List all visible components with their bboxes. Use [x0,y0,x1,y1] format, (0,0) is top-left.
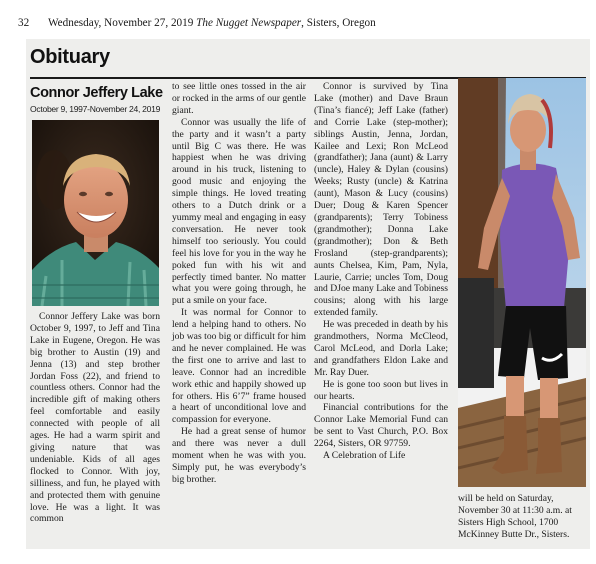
portrait-photo [32,120,159,306]
obituary-paragraph: He had a great sense of humor and there was never a dull moment when he was with you. Simply put, he was everybody’s big brother. [172,426,306,485]
obituary-paragraph: Financial contributions for the Connor Lake Memorial Fund can be sent to Vast Church, P.O. Box 2264, Sisters, OR 97759. [314,402,448,450]
page-number: 32 [18,17,30,29]
text-column-1 [30,311,160,525]
obituary-paragraph: Connor was usually the life of the party and it wasn’t a party until Big C was there. He was happiest when he was driving around in his truck, listening to good music and enjoying the simple things. He loved treating others to a Dutch drink or a yummy meal and engaging in easy conversation. He never took himself too seriously. You could feel his love for you in the way he poked fun with his wit and perfectly timed banter. No matter what you were going through, he put a smile on your face. [172,116,306,307]
obituary-name: Connor Jeffery Lake [30,85,163,101]
text-column-3 [314,81,448,462]
obituary-paragraph: Connor Jeffery Lake was born October 9, 1997, to Jeff and Tina Lake in Eugene, Oregon. He was big brother to Austin (19) and Jenna (13) and step brother Jordan Foss (22), and friend to countless others. Connor had the incredible gift of making others feel comfortable and easily connected with people of all ages. He had a warm spirit and giving nature that was undeniable. Kids of all ages flocked to Connor. With joy, silliness, and fun, he played with and protected them with genuine love. He was a light. It was common [30,311,160,525]
obituary-paragraph: It was normal for Connor to lend a helping hand to others. No job was too big or difficult for him and he never complained. He was the first one to arrive and last to leave. Connor had an incredible work ethic and happily showed up for others. His 6’7” frame housed a heart of unconditional love and compassion for everyone. [172,307,306,426]
obituary-paragraph: to see little ones tossed in the air or rocked in the arms of our gentle giant. [172,81,306,116]
obituary-paragraph: will be held on Saturday, November 30 at 11:30 a.m. at Sisters High School, 1700 McKinney Butte Dr., Sisters. [458,493,572,540]
obituary-paragraph: He is gone too soon but lives in our hearts. [314,378,448,402]
standing-photo [458,78,586,487]
obituary-paragraph: Connor is survived by Tina Lake (mother) and Dave Braun (Tina’s fiancé); Jeff Lake (father) and Corrie Lake (step-mother); siblings Austin, Jenna, Jordan, Kailee and Lexi; Ron McLeod (grandfather); Jana (aunt) & Larry (uncle), Haley & Dylan (cousins) Weeks; Rusty (uncle) & Katrina (aunt), Mason & Lucy (cousins) Duer; Doug & Karen Spencer (grandparents); Terry Tobiness (grandmother); Donna Lake (grandmother); Don & Beth Frosland (step-grandparents); aunts Chelsea, Kim, Pam, Nyla, Laurie, Carrie; uncles Tom, Doug and DJoe many Lake and Tobiness cousins; along with his large extended family. [314,81,448,319]
publication-location: , Sisters, Oregon [301,17,376,29]
issue-date: Wednesday, November 27, 2019 [48,17,194,29]
page-header [18,14,588,32]
publication-name: The Nugget Newspaper [196,17,302,29]
obituary-dates: October 9, 1997-November 24, 2019 [30,104,161,114]
text-column-4 [458,493,588,541]
obituary-paragraph: He was preceded in death by his grandmothers, Norma McCleod, Carol McLeod, and Dorla Lake; and grandfathers Eldon Lake and Mr. Ray Duer. [314,319,448,378]
section-title: Obituary [30,46,110,68]
obituary-paragraph: A Celebration of Life [323,450,406,462]
text-column-2 [172,81,306,486]
